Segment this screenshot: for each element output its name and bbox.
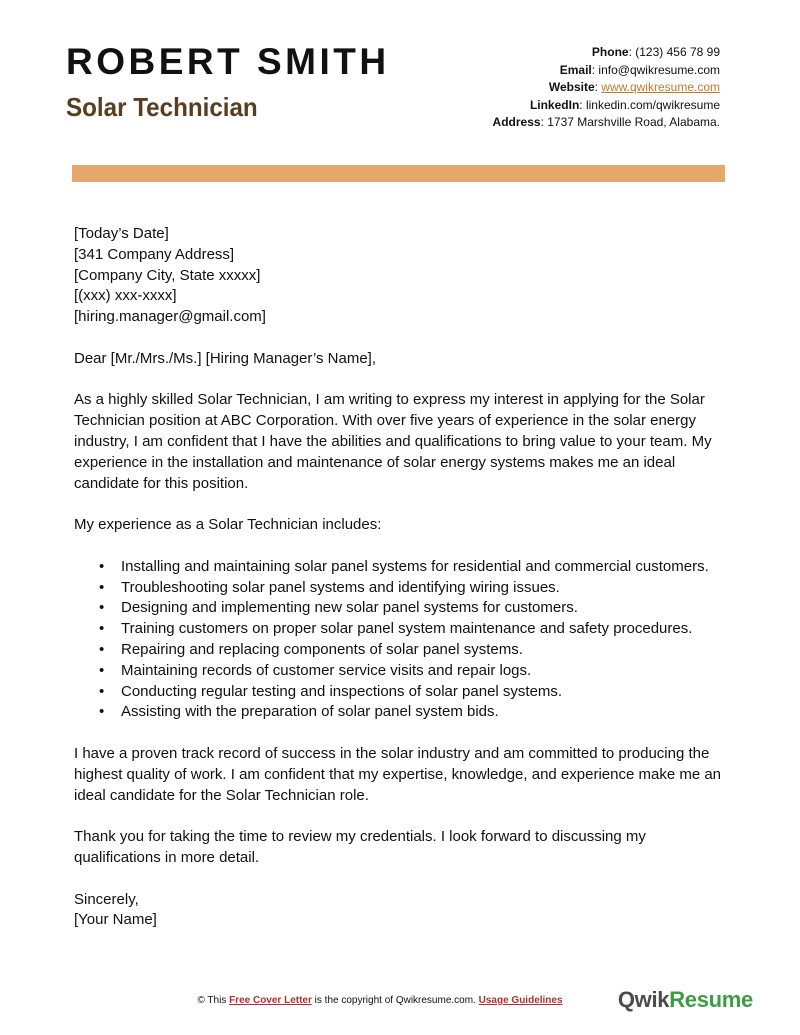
list-item: • Maintaining records of customer service visits and repair logs. (121, 661, 734, 682)
qwikresume-logo (618, 987, 753, 1013)
candidate-name: ROBERT SMITH (66, 41, 390, 82)
logo-part-qwik: Qwik (617, 987, 670, 1012)
header-divider-bar (72, 165, 725, 182)
footer-prefix: © This (197, 995, 230, 1006)
footer-middle: is the copyright of Qwikresume.com. (311, 995, 479, 1006)
contact-phone (493, 44, 720, 62)
letter-body (74, 224, 734, 931)
website-label: Website (548, 80, 595, 95)
job-title: Solar Technician (66, 92, 258, 122)
thanks-paragraph: Thank you for taking the time to review my credentials. I look forward to discussing my qualifications in more detail. (74, 828, 646, 866)
salutation: Dear [Mr./Mrs./Ms.] [Hiring Manager’s Name], (74, 349, 377, 367)
list-item: • Designing and implementing new solar panel systems for customers. (121, 598, 734, 619)
linkedin-label: LinkedIn (529, 97, 580, 112)
intro-paragraph: As a highly skilled Solar Technician, I am writing to express my interest in applying for the Solar Technician position at ABC Corporation. With over five years of experience in the solar energy industry, I am confident that I have the abilities and qualifications to bring value to your team. My experience in the installation and maintenance of solar energy systems makes me an ideal candidate for this position. (74, 391, 712, 492)
list-item: • Assisting with the preparation of solar panel system bids. (121, 702, 734, 723)
list-item: • Installing and maintaining solar panel systems for residential and commercial customers. (121, 557, 734, 578)
address-phone: [(xxx) xxx-xxxx] (74, 287, 177, 305)
list-item: • Troubleshooting solar panel systems and identifying wiring issues. (121, 578, 734, 599)
address-value: : 1737 Marshville Road, Alabama. (540, 115, 720, 130)
address-label: Address (492, 115, 541, 130)
website-link[interactable]: www.qwikresume.com (601, 80, 720, 95)
contact-website (493, 79, 720, 97)
contact-linkedin (493, 97, 720, 115)
linkedin-value: : linkedin.com/qwikresume (579, 97, 720, 112)
usage-guidelines-link[interactable]: Usage Guidelines (478, 995, 563, 1006)
recipient-address-block (74, 224, 734, 328)
address-date: [Today’s Date] (74, 225, 169, 242)
email-label: Email (559, 62, 592, 77)
contact-address (493, 114, 720, 132)
phone-value: : (123) 456 78 99 (628, 45, 720, 59)
address-street: [341 Company Address] (74, 245, 235, 263)
contact-info (493, 44, 720, 132)
signoff: Sincerely, (74, 890, 139, 908)
list-item: • Repairing and replacing components of solar panel systems. (121, 640, 734, 661)
website-separator: : (594, 80, 602, 95)
list-item: • Conducting regular testing and inspections of solar panel systems. (121, 682, 734, 703)
list-item: • Training customers on proper solar panel system maintenance and safety procedures. (121, 619, 734, 640)
address-email: [hiring.manager@gmail.com] (74, 308, 266, 326)
free-cover-letter-link[interactable]: Free Cover Letter (229, 995, 312, 1006)
list-intro: My experience as a Solar Technician includes: (74, 516, 382, 534)
experience-list (74, 557, 734, 723)
signature: [Your Name] (74, 911, 157, 929)
closing-paragraph: I have a proven track record of success in the solar industry and am committed to producing the highest quality of work. I am confident that my expertise, knowledge, and experience make me an ideal candidate for the Solar Technician role. (74, 744, 722, 804)
contact-email (493, 62, 720, 80)
address-city: [Company City, State xxxxx] (74, 266, 261, 284)
email-value: : info@qwikresume.com (591, 62, 720, 77)
phone-label: Phone (591, 45, 629, 59)
logo-part-resume: Resume (669, 987, 753, 1012)
